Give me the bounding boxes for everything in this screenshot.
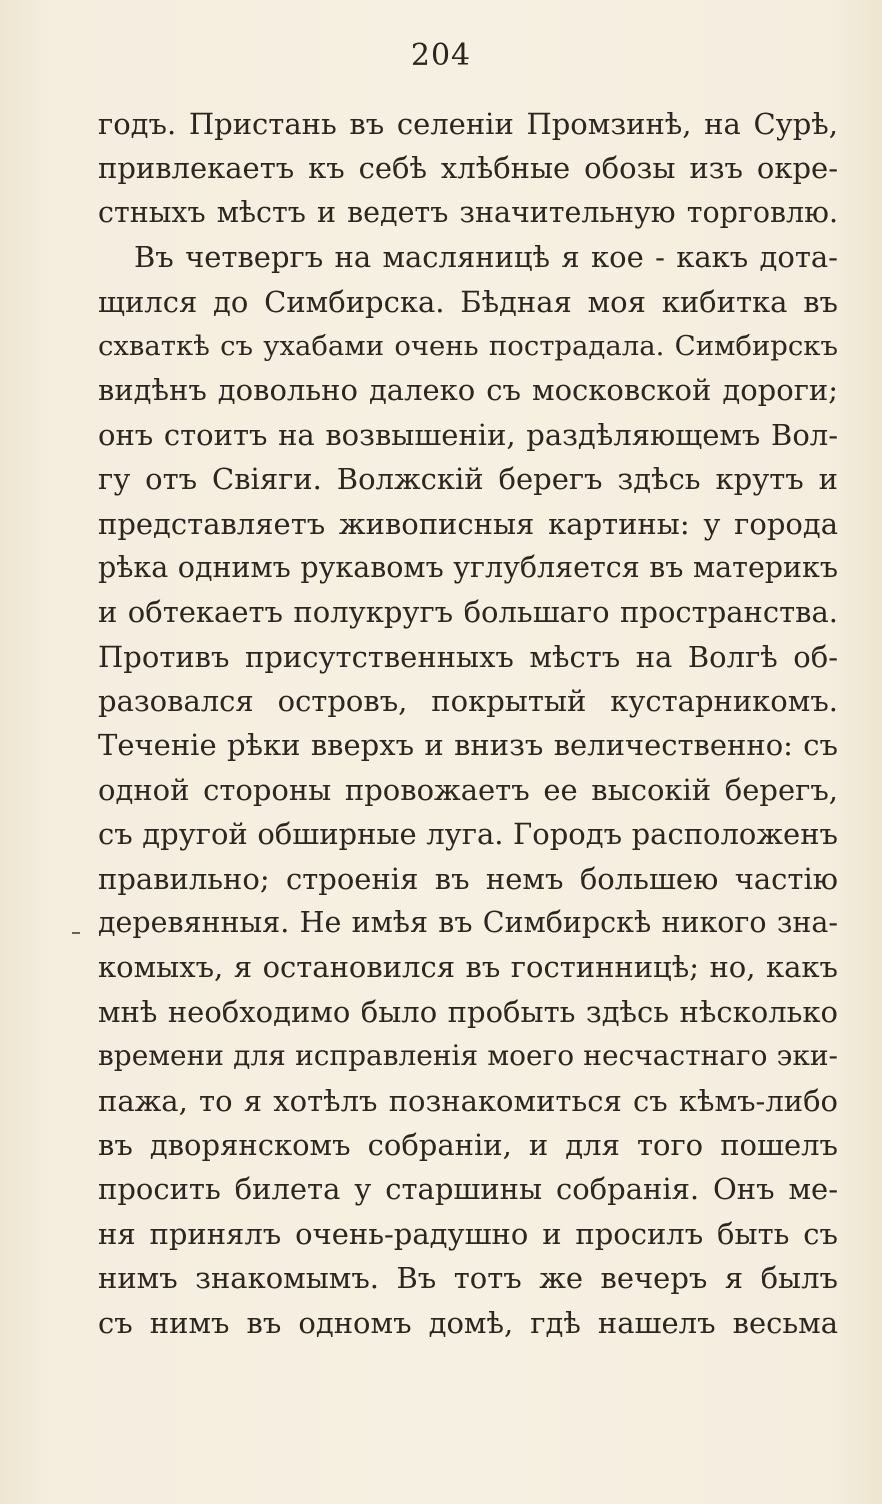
text-line: мнѣ необходимо было пробыть здѣсь нѣсколько [98, 994, 838, 1029]
text-line: разовался островъ, покрытый кустарникомъ. [98, 684, 838, 719]
text-line: стныхъ мѣстъ и ведетъ значительную торговлю. [98, 195, 838, 229]
text-line: Теченiе рѣки вверхъ и внизъ величественно: съ [98, 728, 838, 763]
page-body-text [98, 102, 838, 1345]
text-line: представляетъ живописныя картины: у города [98, 506, 838, 541]
text-line: деревянныя. Не имѣя въ Симбирскѣ никого зна- [98, 906, 838, 940]
text-line: нимъ знакомымъ. Въ тотъ же вечеръ я былъ [98, 1261, 838, 1296]
text-line: онъ стоитъ на возвышенiи, раздѣляющемъ Вол- [98, 417, 838, 452]
text-line: годъ. Пристань въ селенiи Промзинѣ, на Сурѣ, [98, 107, 838, 141]
text-line: пажа, то я хотѣлъ познакомиться съ кѣмъ-либо [98, 1083, 838, 1118]
text-line: Въ четвергъ на масляницѣ я кое - какъ дота- [134, 240, 838, 275]
text-line: рѣка однимъ рукавомъ углубляется въ материкъ [98, 550, 838, 584]
text-line: привлекаетъ къ себѣ хлѣбные обозы изъ окре- [98, 151, 838, 186]
text-line: времени для исправленiя моего несчастнаго эки- [98, 1039, 838, 1073]
text-line: правильно; строенiя въ немъ большею частiю [98, 861, 838, 896]
text-line: щился до Симбирска. Бѣдная моя кибитка въ [98, 284, 838, 319]
text-line: видѣнъ довольно далеко съ московской дороги; [98, 373, 838, 408]
text-line: въ дворянскомъ собранiи, и для того пошелъ [98, 1127, 838, 1162]
text-line: Противъ присутственныхъ мѣстъ на Волгѣ об- [98, 639, 838, 674]
text-line: съ другой обширные луга. Городъ расположенъ [98, 817, 838, 852]
text-line: просить билета у старшины собранiя. Онъ ме- [98, 1172, 838, 1207]
text-line: одной стороны провожаетъ ее высокiй берегъ, [98, 772, 838, 807]
text-line: схваткѣ съ ухабами очень пострадала. Симбирскъ [98, 329, 838, 362]
text-line: комыхъ, я остановился въ гостинницѣ; но, какъ [98, 950, 838, 985]
text-line: и обтекаетъ полукругъ большаго пространства. [98, 595, 838, 630]
text-line: гу отъ Свiяги. Волжскiй берегъ здѣсь крутъ и [98, 462, 838, 497]
margin-mark [72, 932, 80, 934]
text-line: ня принялъ очень-радушно и просилъ быть съ [98, 1216, 838, 1251]
page-number: 204 [410, 38, 472, 73]
text-line: съ нимъ въ одномъ домѣ, гдѣ нашелъ весьма [98, 1305, 838, 1340]
